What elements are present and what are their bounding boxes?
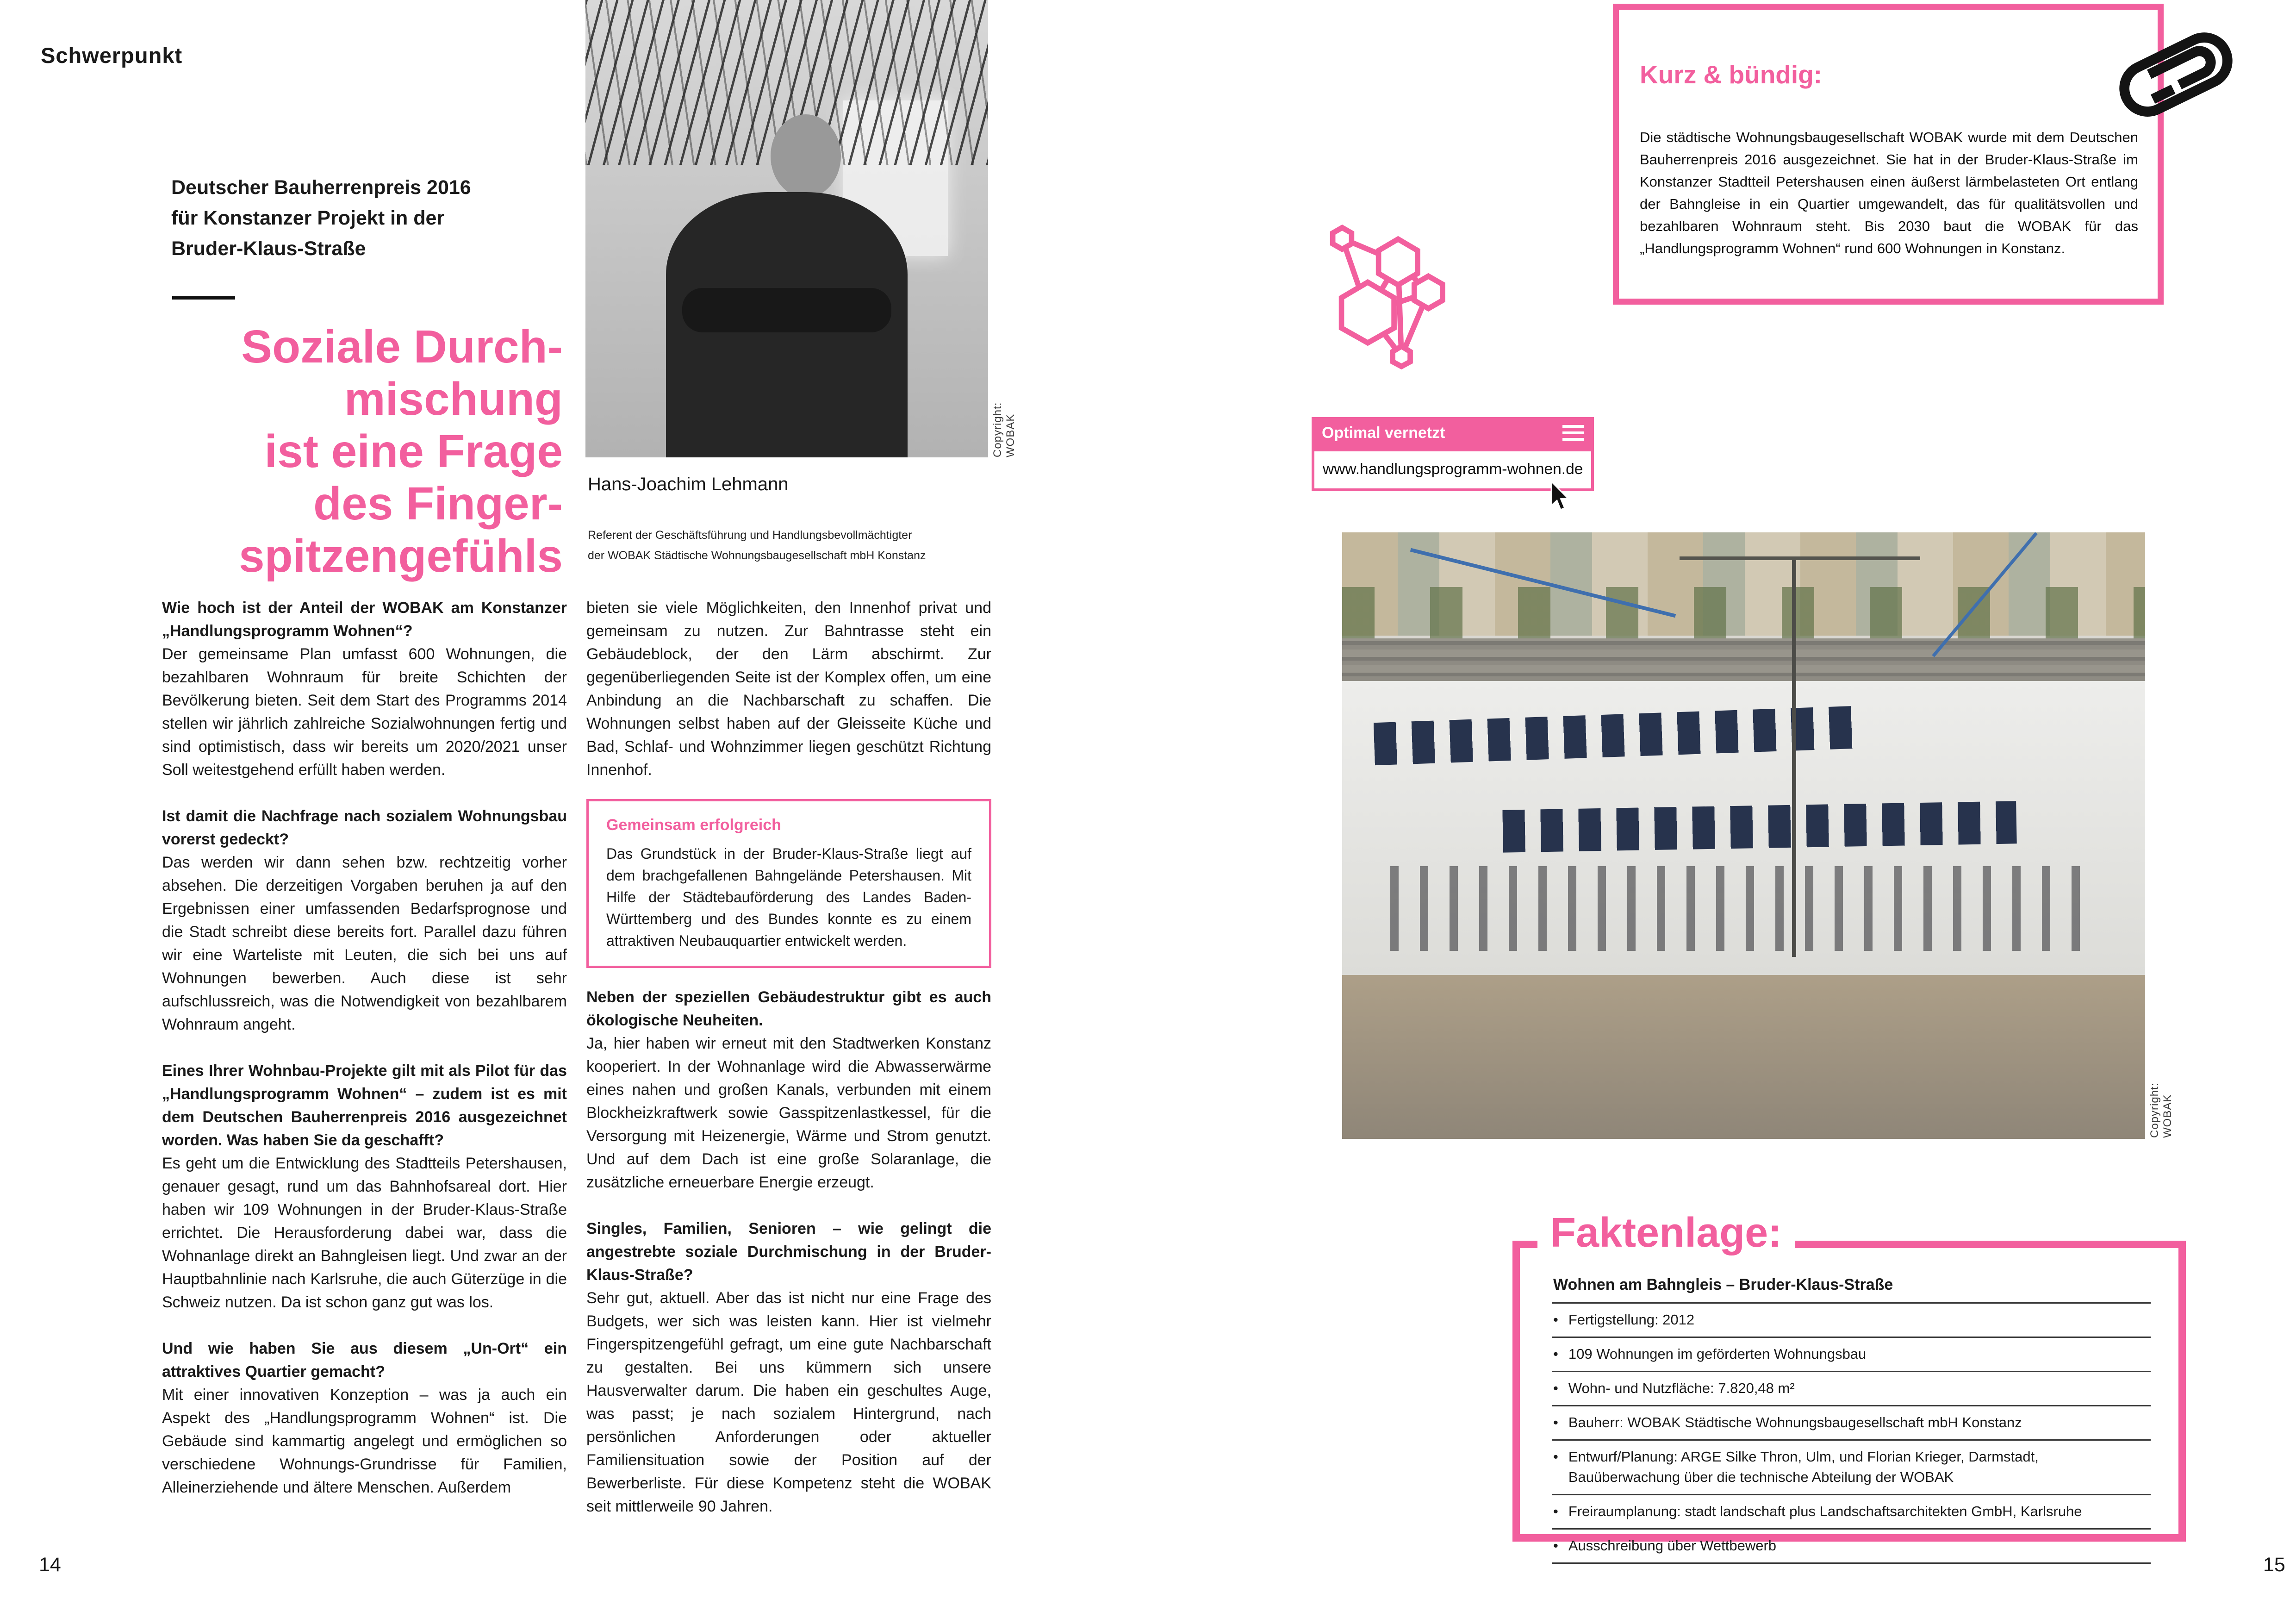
fact-item	[1552, 1441, 2151, 1495]
headline-line: ist eine Frage	[264, 425, 563, 477]
fact-item-text: Bauherr: WOBAK Städtische Wohnungsbaugesellschaft mbH Konstanz	[1568, 1414, 2022, 1430]
page-number-left: 14	[39, 1554, 61, 1576]
fact-item	[1552, 1406, 2151, 1441]
hamburger-menu-icon	[1562, 425, 1584, 441]
bullet-icon	[1553, 1378, 1558, 1399]
photo-person-head	[771, 114, 841, 198]
photo-building-windows	[1390, 866, 2097, 951]
info-box-gemeinsam	[586, 799, 991, 968]
interview-question: Ist damit die Nachfrage nach sozialem Wohnungsbau vorerst gedeckt?	[162, 807, 567, 848]
info-box-text: Das Grundstück in der Bruder-Klaus-Straße liegt auf dem brachgefallenen Bahngelände Petershausen. Mit Hilfe der Städtebauförderung des Landes Baden-Württemberg und des Bundes konnte es zu einem attraktiven Neubauquartier entwickelt werden.	[606, 845, 971, 949]
kurz-buendig-text: Die städtische Wohnungsbaugesellschaft WOBAK wurde mit dem Deutschen Bauherrenpreis 2016 ausgezeichnet. Sie hat in der Bruder-Klaus-Straße im Konstanzer Stadtteil Petershausen einen äußerst lärmbelasteten Ort entlang der Bahngleise in ein Quartier umgewandelt, das für qualitätsvollen und bezahlbaren Wohnraum steht. Bis 2030 baut die WOBAK für das „Handlungsprogramm Wohnen“ rund 600 Wohnungen in Konstanz.	[1640, 129, 2138, 256]
faktenlage-box	[1512, 1241, 2186, 1554]
caption-role-line: der WOBAK Städtische Wohnungsbaugesellschaft mbH Konstanz	[588, 549, 926, 562]
interview-answer: Das werden wir dann sehen bzw. rechtzeitig vorher absehen. Die derzeitigen Vorgaben beruhen ja auf den Ergebnissen einer umfassenden Bedarfsprognose und die Stadt schreibt diese bereits fort. Parallel dazu führen wir eine Warteliste mit Leuten, die sich bei uns auf Wohnungen bewerben. Auch diese ist sehr aufschlussreich, was die Notwendigkeit von bezahlbarem Wohnraum angeht.	[162, 854, 567, 1033]
mouse-cursor-icon	[1549, 481, 1573, 512]
headline-line: des Finger-	[313, 478, 563, 530]
aerial-photo	[1342, 532, 2145, 1139]
interview-answer: Der gemeinsame Plan umfasst 600 Wohnungen, die bezahlbaren Wohnraum für breite Schichten der Bevölkerung bieten. Seit dem Start des Programms 2014 stellen wir jährlich zahlreiche Sozialwohnungen fertig und sind optimistisch, dass wir bereits um 2020/2021 unser Soll weitestgehend erfüllt haben werden.	[162, 645, 567, 779]
fact-item	[1552, 1530, 2151, 1564]
interview-answer: bieten sie viele Möglichkeiten, den Innenhof privat und gemeinsam zu nutzen. Zur Bahntrasse steht ein Gebäudeblock, der den Lärm abschirmt. Zur gegenüberliegenden Seite ist der Komplex offen, um eine Anbindung an die Nachbarschaft zu schaffen. Die Wohnungen selbst haben auf der Gleisseite Küche und Bad, Schlaf- und Wohnzimmer liegen geschützt Richtung Innenhof.	[586, 599, 991, 779]
headline-line: spitzengefühls	[238, 530, 563, 582]
photo-credit: Copyright: WOBAK	[2148, 1082, 2174, 1138]
kicker-rule	[172, 296, 235, 300]
fact-item-text: Entwurf/Planung: ARGE Silke Thron, Ulm, und Florian Krieger, Darmstadt, Bauüberwachung über die technische Abteilung der WOBAK	[1568, 1449, 2039, 1485]
interview-question: Neben der speziellen Gebäudestruktur gibt es auch ökologische Neuheiten.	[586, 988, 991, 1029]
interview-answer: Es geht um die Entwicklung des Stadtteils Petershausen, genauer gesagt, rund um das Bahnhofsareal dort. Hier haben wir 109 Wohnungen in der Bruder-Klaus-Straße errichtet. Die Herausforderung dabei war, dass die Wohnanlage direkt an Bahngleisen liegt. Und zwar an der Hauptbahnlinie nach Karlsruhe, die auch Güterzüge in die Schweiz nutzen. Da ist schon ganz gut was los.	[162, 1155, 567, 1311]
kicker-line: für Konstanzer Projekt in der	[171, 207, 445, 229]
bullet-icon	[1553, 1536, 1558, 1556]
fact-item-text: Freiraumplanung: stadt landschaft plus Landschaftsarchitekten GmbH, Karlsruhe	[1568, 1503, 2082, 1519]
headline-line: mischung	[344, 373, 563, 425]
kicker-line: Bruder-Klaus-Straße	[171, 237, 366, 260]
fact-item	[1552, 1495, 2151, 1530]
bullet-icon	[1553, 1447, 1558, 1487]
kurz-buendig-title: Kurz & bündig:	[1640, 60, 1823, 89]
photo-crane-arm	[1680, 556, 1921, 560]
caption-name: Hans-Joachim Lehmann	[588, 474, 789, 494]
interview-answer: Sehr gut, aktuell. Aber das ist nicht nur eine Frage des Budgets, wer sich was leisten kann. Hier ist vielmehr Fingerspitzengefühl gefragt, um eine gute Nachbarschaft zu gestalten. Bei uns kümmern sich unsere Hausverwalter darum. Die haben ein geschultes Auge, was passt; je nach sozialem Hintergrund, nach persönlichen Anforderungen oder aktueller Familiensituation sowie der Position auf der Bewerberliste. Für diese Kompetenz steht die WOBAK seit mittlerweile 90 Jahren.	[586, 1289, 991, 1515]
fact-item-text: Fertigstellung: 2012	[1568, 1312, 1695, 1328]
interview-answer: Mit einer innovativen Konzeption – was ja auch ein Aspekt des „Handlungsprogramm Wohnen“ ist. Die Gebäude sind kammartig angelegt und ermöglichen so verschiedene Wohnungs-Grundrisse für Familien, Alleinerziehende und ältere Menschen. Außerdem	[162, 1386, 567, 1496]
headline-line: Soziale Durch-	[241, 321, 563, 373]
photo-rail-tracks	[1342, 638, 2145, 681]
article-headline	[139, 321, 563, 582]
fact-item	[1552, 1338, 2151, 1372]
caption-role	[588, 525, 926, 566]
photo-construction-ground	[1342, 975, 2145, 1139]
hexagon-network-icon	[1327, 221, 1449, 377]
page-number-right: 15	[2263, 1554, 2285, 1576]
bullet-icon	[1553, 1344, 1558, 1364]
url-link[interactable]: www.handlungsprogramm-wohnen.de	[1323, 461, 1583, 478]
photo-person-arms	[682, 288, 891, 332]
interview-question: Eines Ihrer Wohnbau-Projekte gilt mit als Pilot für das „Handlungsprogramm Wohnen“ – zudem ist es mit dem Deutschen Bauherrenpreis 2016 ausgezeichnet worden. Was haben Sie da geschafft?	[162, 1062, 567, 1149]
photo-crane-tower	[1792, 556, 1796, 957]
section-label: Schwerpunkt	[41, 43, 183, 68]
faktenlage-content	[1552, 1276, 2151, 1564]
bullet-icon	[1553, 1501, 1558, 1522]
text-column-2	[586, 596, 991, 1541]
browser-title-bar	[1312, 417, 1594, 449]
article-kicker	[171, 172, 471, 264]
bullet-icon	[1553, 1412, 1558, 1433]
kicker-line: Deutscher Bauherrenpreis 2016	[171, 176, 471, 199]
bullet-icon	[1553, 1310, 1558, 1330]
interview-answer: Ja, hier haben wir erneut mit den Stadtwerken Konstanz kooperiert. In der Wohnanlage wird die Abwasserwärme eines nahen und großen Kanals, verbunden mit einem Blockheizkraftwerk sowie Gasspitzenlastkessel, für die Versorgung mit Heizenergie, Wärme und Strom genutzt. Und auf dem Dach ist eine große Solaranlage, die zusätzliche erneuerbare Energie erzeugt.	[586, 1035, 991, 1191]
photo-solar-panels	[1502, 801, 2017, 852]
info-box-title: Gemeinsam erfolgreich	[606, 816, 781, 834]
interview-question: Wie hoch ist der Anteil der WOBAK am Konstanzer „Handlungsprogramm Wohnen“?	[162, 599, 567, 640]
fact-item	[1552, 1304, 2151, 1338]
fact-item	[1552, 1372, 2151, 1406]
interview-question: Singles, Familien, Senioren – wie gelingt die angestrebte soziale Durchmischung in der Bruder-Klaus-Straße?	[586, 1220, 991, 1284]
fact-item-text: Ausschreibung über Wettbewerb	[1568, 1537, 1777, 1554]
photo-trees	[1342, 587, 2145, 642]
fact-item-text: Wohn- und Nutzfläche: 7.820,48 m²	[1568, 1380, 1795, 1396]
portrait-photo	[585, 0, 988, 457]
text-column-1	[162, 596, 567, 1522]
faktenlage-subtitle: Wohnen am Bahngleis – Bruder-Klaus-Straße	[1552, 1276, 2151, 1304]
fact-item-text: 109 Wohnungen im geförderten Wohnungsbau	[1568, 1346, 1867, 1362]
browser-bar-label: Optimal vernetzt	[1322, 424, 1445, 442]
photo-credit: Copyright: WOBAK	[991, 402, 1017, 457]
interview-question: Und wie haben Sie aus diesem „Un-Ort“ ein attraktives Quartier gemacht?	[162, 1340, 567, 1380]
kurz-buendig-box	[1613, 4, 2164, 305]
caption-role-line: Referent der Geschäftsführung und Handlungsbevollmächtigter	[588, 529, 912, 542]
faktenlage-title: Faktenlage:	[1537, 1209, 1795, 1257]
